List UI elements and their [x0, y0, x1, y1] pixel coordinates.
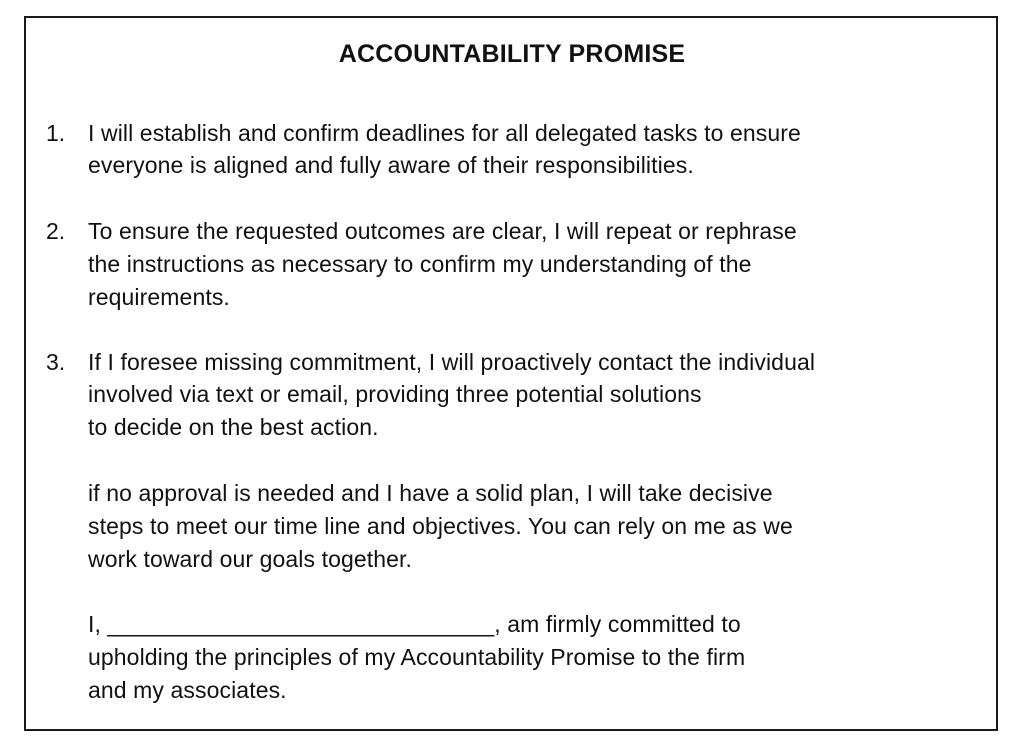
- paragraph-line-2: steps to meet our time line and objectives. You can rely on me as we: [88, 513, 793, 539]
- pledge-line-3: and my associates.: [88, 677, 287, 703]
- item-2-line-1: To ensure the requested outcomes are clear, I will repeat or rephrase: [88, 218, 797, 244]
- document-title: ACCOUNTABILITY PROMISE: [338, 40, 686, 68]
- item-1-number: 1.: [46, 120, 66, 146]
- pledge-line-1: I, ______________________________, am firmly committed to: [88, 611, 741, 637]
- item-2-line-3: requirements.: [88, 284, 230, 310]
- item-2-line-2: the instructions as necessary to confirm my understanding of the: [88, 251, 752, 277]
- item-3-line-1: If I foresee missing commitment, I will proactively contact the individual: [88, 349, 816, 375]
- paragraph-line-3: work toward our goals together.: [88, 546, 412, 572]
- item-3-line-2: involved via text or email, providing three potential solutions: [88, 381, 702, 407]
- paragraph-line-1: if no approval is needed and I have a solid plan, I will take decisive: [88, 480, 773, 506]
- item-2-number: 2.: [46, 218, 66, 244]
- item-1-line-1: I will establish and confirm deadlines for all delegated tasks to ensure: [88, 120, 801, 146]
- item-3-number: 3.: [46, 349, 66, 375]
- pledge-line-2: upholding the principles of my Accountability Promise to the firm: [88, 644, 746, 670]
- item-1-line-2: everyone is aligned and fully aware of their responsibilities.: [88, 152, 694, 178]
- item-3-line-3: to decide on the best action.: [88, 414, 379, 440]
